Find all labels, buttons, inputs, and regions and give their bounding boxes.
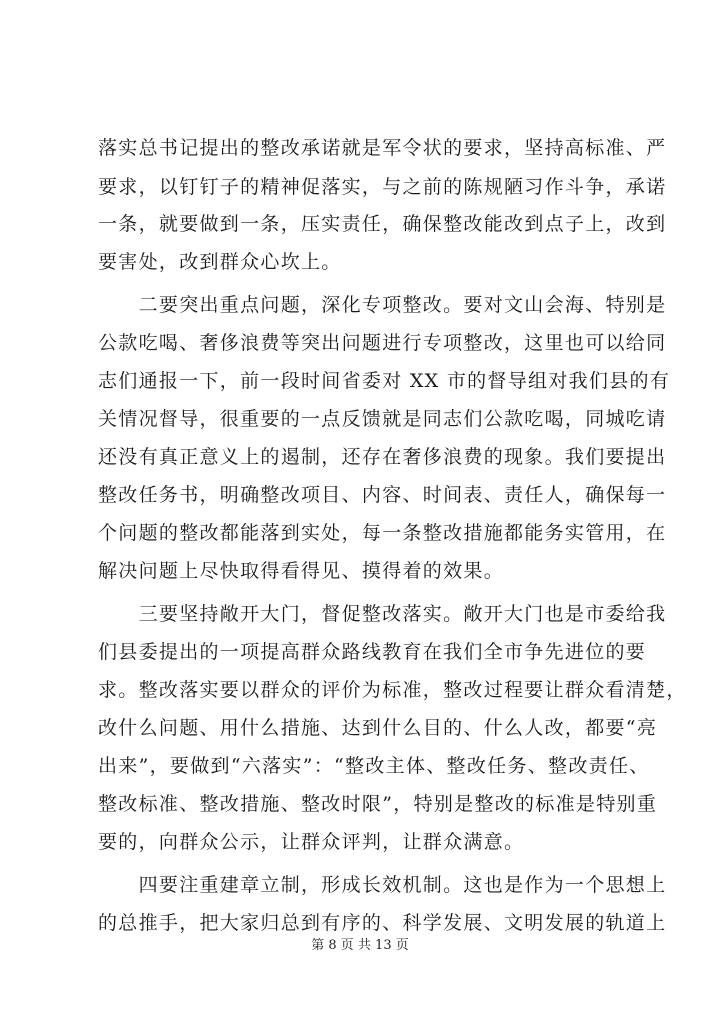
- body-text-line: 整改任务书，明确整改项目、内容、时间表、责任人，确保每一: [98, 484, 667, 506]
- body-text-line: 的总推手，把大家归总到有序的、科学发展、文明发展的轨道上: [98, 912, 667, 934]
- body-text-line: 四要注重建章立制，形成长效机制。这也是作为一个思想上: [98, 874, 667, 896]
- body-text-line: 三要坚持敞开大门，督促整改落实。敞开大门也是市委给我: [98, 603, 667, 625]
- body-text-line: 公款吃喝、奢侈浪费等突出问题进行专项整改，这里也可以给同: [98, 332, 667, 354]
- body-text-line: 志们通报一下，前一段时间省委对 XX 市的督导组对我们县的有: [98, 370, 671, 392]
- body-text-line: 求。整改落实要以群众的评价为标准，整改过程要让群众看清楚，: [98, 679, 687, 701]
- body-text-line: 落实总书记提出的整改承诺就是军令状的要求，坚持高标准、严: [98, 137, 667, 159]
- body-text-line: 出来”，要做到“六落实”：“整改主体、整改任务、整改责任、: [98, 755, 650, 777]
- body-text-line: 还没有真正意义上的遏制，还存在奢侈浪费的现象。我们要提出: [98, 446, 667, 468]
- body-text-line: 整改标准、整改措施、整改时限”，特别是整改的标准是特别重: [98, 793, 658, 815]
- body-text-line: 们县委提出的一项提高群众路线教育在我们全市争先进位的要: [98, 641, 647, 663]
- body-text-line: 改什么问题、用什么措施、达到什么目的、什么人改，都要“亮: [98, 717, 658, 739]
- body-text-line: 要害处，改到群众心坎上。: [98, 251, 342, 273]
- page-number-footer: 第 8 页 共 13 页: [311, 938, 409, 953]
- body-text-line: 个问题的整改都能落到实处，每一条整改措施都能务实管用，在: [98, 522, 667, 544]
- body-text-line: 二要突出重点问题，深化专项整改。要对文山会海、特别是: [98, 294, 667, 316]
- body-text-line: 一条，就要做到一条，压实责任，确保整改能改到点子上，改到: [98, 213, 667, 235]
- body-text-line: 解决问题上尽快取得看得见、摸得着的效果。: [98, 560, 505, 582]
- body-text-line: 关情况督导，很重要的一点反馈就是同志们公款吃喝，同城吃请: [98, 408, 667, 430]
- body-text-line: 要求，以钉钉子的精神促落实，与之前的陈规陋习作斗争，承诺: [98, 176, 667, 198]
- body-text-line: 要的，向群众公示，让群众评判，让群众满意。: [98, 831, 525, 853]
